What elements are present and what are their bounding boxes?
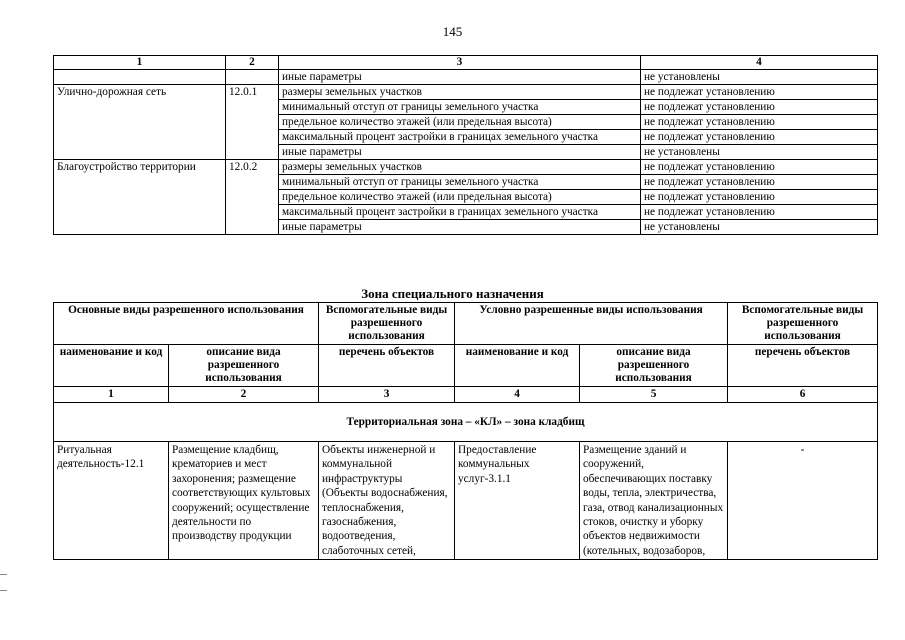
use-code: 12.0.1 <box>226 85 279 160</box>
description-header: описание вида разрешенного использования <box>169 345 319 387</box>
conditional-use-name-code: Предоставление коммунальных услуг-3.1.1 <box>455 442 580 560</box>
parameter-name: размеры земельных участков <box>279 160 641 175</box>
zone-uses-table <box>53 302 878 560</box>
subzone-row <box>54 403 878 442</box>
parameter-value: не подлежат установлению <box>641 160 878 175</box>
use-name <box>54 70 226 85</box>
zone-title: Зона специального назначения <box>361 286 544 301</box>
column-number: 3 <box>279 56 641 70</box>
column-number: 4 <box>455 387 580 403</box>
parameter-value: не подлежат установлению <box>641 175 878 190</box>
column-number: 1 <box>54 56 226 70</box>
use-code: 12.0.2 <box>226 160 279 235</box>
main-use-description: Размещение кладбищ, крематориев и мест захоронения; размещение соответствующих культовых сооружений; осуществление деятельности по производству продукции <box>169 442 319 560</box>
parameter-value: не подлежат установлению <box>641 85 878 100</box>
parameter-name: максимальный процент застройки в границах земельного участка <box>279 130 641 145</box>
parameters-header-row <box>54 56 878 70</box>
column-number: 5 <box>580 387 728 403</box>
name-code-header: наименование и код <box>455 345 580 387</box>
column-number: 2 <box>169 387 319 403</box>
table-row <box>54 85 878 100</box>
parameter-name: размеры земельных участков <box>279 85 641 100</box>
table-row <box>54 442 878 560</box>
column-number: 4 <box>641 56 878 70</box>
parameter-name: предельное количество этажей (или предельная высота) <box>279 115 641 130</box>
column-number: 6 <box>728 387 878 403</box>
parameter-value: не установлены <box>641 145 878 160</box>
group-header-row <box>54 303 878 345</box>
conditional-uses-header: Условно разрешенные виды использования <box>455 303 728 345</box>
parameter-value: не подлежат установлению <box>641 205 878 220</box>
objects-list-header: перечень объектов <box>728 345 878 387</box>
name-code-header: наименование и код <box>54 345 169 387</box>
table-row <box>54 70 878 85</box>
parameters-table <box>53 55 878 235</box>
parameter-value: не подлежат установлению <box>641 100 878 115</box>
aux-objects-list-2: - <box>728 442 878 560</box>
aux-uses-header: Вспомогательные виды разрешенного использования <box>319 303 455 345</box>
parameter-value: не установлены <box>641 220 878 235</box>
description-header: описание вида разрешенного использования <box>580 345 728 387</box>
table-row <box>54 160 878 175</box>
aux-objects-list: Объекты инженерной и коммунальной инфраструктуры (Объекты водоснабжения, теплоснабжения, газоснабжения, водоотведения, слаботочных сетей, <box>319 442 455 560</box>
parameter-name: предельное количество этажей (или предельная высота) <box>279 190 641 205</box>
conditional-use-description: Размещение зданий и сооружений, обеспечивающих поставку воды, тепла, электричества, газа, отвод канализационных стоков, очистку и уборку объектов недвижимости (котельных, водозаборов, <box>580 442 728 560</box>
use-code <box>226 70 279 85</box>
subzone-title: Территориальная зона – «КЛ» – зона кладбищ <box>54 403 878 442</box>
parameter-value: не подлежат установлению <box>641 130 878 145</box>
use-name: Улично-дорожная сеть <box>54 85 226 160</box>
sub-header-row <box>54 345 878 387</box>
parameter-value: не подлежат установлению <box>641 190 878 205</box>
parameter-name: иные параметры <box>279 145 641 160</box>
parameter-name: иные параметры <box>279 70 641 85</box>
page-number: 145 <box>442 24 463 39</box>
parameter-name: максимальный процент застройки в границах земельного участка <box>279 205 641 220</box>
parameter-value: не установлены <box>641 70 878 85</box>
parameter-name: иные параметры <box>279 220 641 235</box>
parameter-name: минимальный отступ от границы земельного участка <box>279 175 641 190</box>
column-number: 3 <box>319 387 455 403</box>
column-number: 1 <box>54 387 169 403</box>
aux-uses-header-2: Вспомогательные виды разрешенного использования <box>728 303 878 345</box>
objects-list-header: перечень объектов <box>319 345 455 387</box>
column-number: 2 <box>226 56 279 70</box>
column-numbers-row <box>54 387 878 403</box>
margin-mark <box>0 574 7 575</box>
parameter-value: не подлежат установлению <box>641 115 878 130</box>
margin-mark <box>0 590 7 591</box>
parameter-name: минимальный отступ от границы земельного участка <box>279 100 641 115</box>
main-use-name-code: Ритуальная деятельность-12.1 <box>54 442 169 560</box>
use-name: Благоустройство территории <box>54 160 226 235</box>
main-uses-header: Основные виды разрешенного использования <box>54 303 319 345</box>
